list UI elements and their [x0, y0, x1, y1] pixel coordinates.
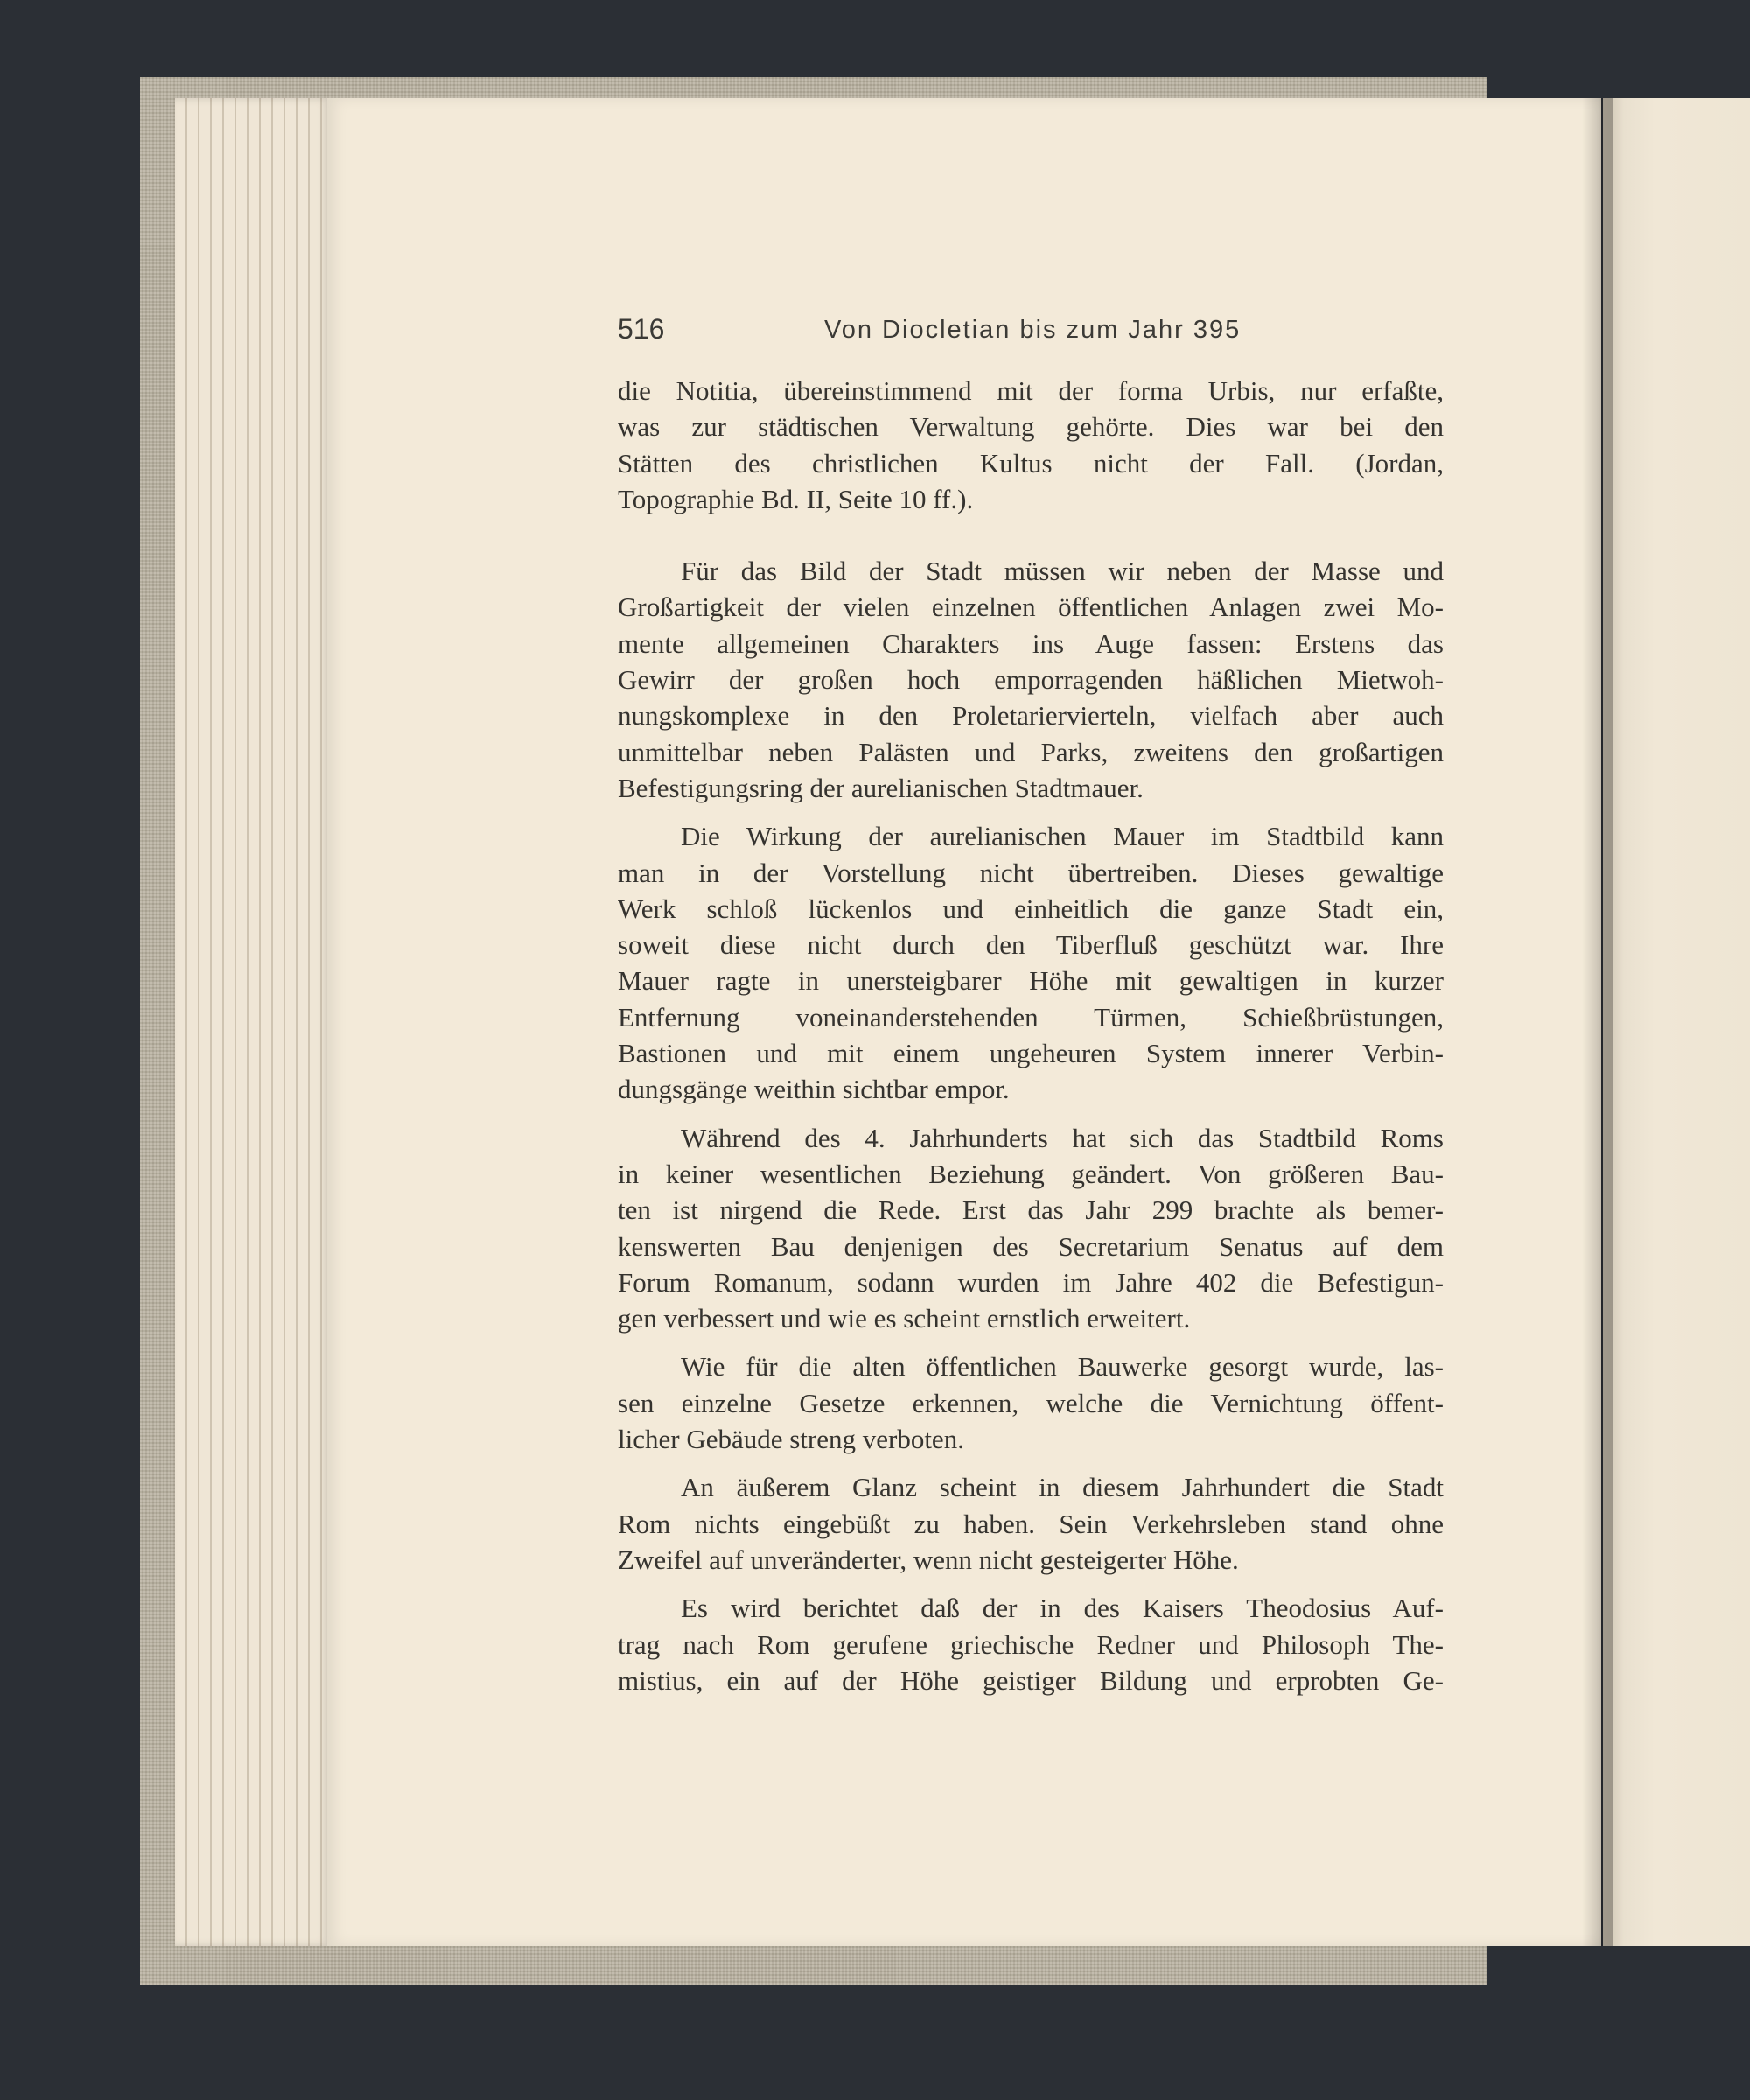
body-text: [618, 373, 1444, 1698]
page-number: 516: [618, 313, 665, 345]
paragraph-6: [618, 1469, 1444, 1578]
book-gutter: [1582, 98, 1614, 1946]
paragraph-spacer: [618, 1336, 1444, 1348]
paragraph-spacer: [618, 1457, 1444, 1469]
paragraph-5: [618, 1348, 1444, 1457]
text-line: Es wird berichtet daß der in des Kaisers Theodosius Auf-: [681, 1592, 1444, 1624]
text-line: mistius, ein auf der Höhe geistiger Bildung und erprobten Ge-: [618, 1664, 1444, 1696]
text-line: Topographie Bd. II, Seite 10 ff.).: [618, 483, 974, 514]
text-line: trag nach Rom gerufene griechische Redner und Philosoph The-: [618, 1628, 1444, 1660]
text-line: gen verbessert und wie es scheint ernstlich erweitert.: [618, 1303, 1191, 1334]
text-line: Stätten des christlichen Kultus nicht der Fall. (Jordan,: [618, 447, 1444, 479]
paragraph-2: [618, 553, 1444, 806]
text-line: kenswerten Bau denjenigen des Secretarium Senatus auf dem: [618, 1230, 1444, 1262]
text-line: nungskomplexe in den Proletariervierteln, vielfach aber auch: [618, 700, 1444, 732]
text-line: was zur städtischen Verwaltung gehörte. Dies war bei den: [618, 411, 1444, 443]
text-line: Die Wirkung der aurelianischen Mauer im Stadtbild kann: [681, 821, 1444, 852]
text-line: unmittelbar neben Palästen und Parks, zweitens den großartigen: [618, 736, 1444, 767]
paragraph-spacer: [618, 806, 1444, 818]
paragraph-spacer: [618, 517, 1444, 553]
facing-page: [1603, 98, 1750, 1946]
text-line: in keiner wesentlichen Beziehung geändert. Von größeren Bau-: [618, 1158, 1444, 1189]
text-line: Gewirr der großen hoch emporragenden häßlichen Mietwoh-: [618, 664, 1444, 696]
text-line: Werk schloß lückenlos und einheitlich die ganze Stadt ein,: [618, 892, 1444, 924]
text-line: Wie für die alten öffentlichen Bauwerke gesorgt wurde, las-: [681, 1351, 1444, 1382]
text-line: mente allgemeinen Charakters ins Auge fassen: Erstens das: [618, 627, 1444, 659]
text-line: licher Gebäude streng verboten.: [618, 1424, 964, 1455]
paragraph-4: [618, 1120, 1444, 1337]
text-line: Großartigkeit der vielen einzelnen öffentlichen Anlagen zwei Mo-: [618, 592, 1444, 623]
paragraph-7: [618, 1590, 1444, 1698]
text-line: dungsgänge weithin sichtbar empor.: [618, 1074, 1010, 1105]
text-line: Während des 4. Jahrhunderts hat sich das Stadtbild Roms: [681, 1122, 1444, 1153]
paragraph-1: [618, 373, 1444, 517]
text-line: An äußerem Glanz scheint in diesem Jahrhundert die Stadt: [681, 1472, 1444, 1503]
text-line: Forum Romanum, sodann wurden im Jahre 402 die Befestigun-: [618, 1266, 1444, 1298]
text-line: man in der Vorstellung nicht übertreiben. Dieses gewaltige: [618, 857, 1444, 888]
page-edges: [175, 98, 331, 1946]
text-line: ten ist nirgend die Rede. Erst das Jahr 299 brachte als bemer-: [618, 1194, 1444, 1226]
text-line: Bastionen und mit einem ungeheuren System innerer Verbin-: [618, 1038, 1444, 1069]
paragraph-spacer: [618, 1108, 1444, 1120]
text-line: Rom nichts eingebüßt zu haben. Sein Verkehrsleben stand ohne: [618, 1508, 1444, 1539]
page-header: [618, 313, 1449, 352]
text-line: Mauer ragte in unersteigbarer Höhe mit gewaltigen in kurzer: [618, 965, 1444, 997]
paragraph-3: [618, 818, 1444, 1107]
paragraph-spacer: [618, 1578, 1444, 1590]
text-line: Für das Bild der Stadt müssen wir neben der Masse und: [681, 556, 1444, 587]
text-line: Befestigungsring der aurelianischen Stadtmauer.: [618, 772, 1144, 803]
text-line: soweit diese nicht durch den Tiberfluß geschützt war. Ihre: [618, 929, 1444, 961]
text-line: Zweifel auf unveränderter, wenn nicht gesteigerter Höhe.: [618, 1544, 1239, 1575]
text-line: Entfernung voneinanderstehenden Türmen, Schießbrüstungen,: [618, 1001, 1444, 1032]
text-line: die Notitia, übereinstimmend mit der forma Urbis, nur erfaßte,: [618, 375, 1444, 406]
running-head: Von Diocletian bis zum Jahr 395: [824, 316, 1242, 344]
text-line: sen einzelne Gesetze erkennen, welche die Vernichtung öffent-: [618, 1387, 1444, 1418]
